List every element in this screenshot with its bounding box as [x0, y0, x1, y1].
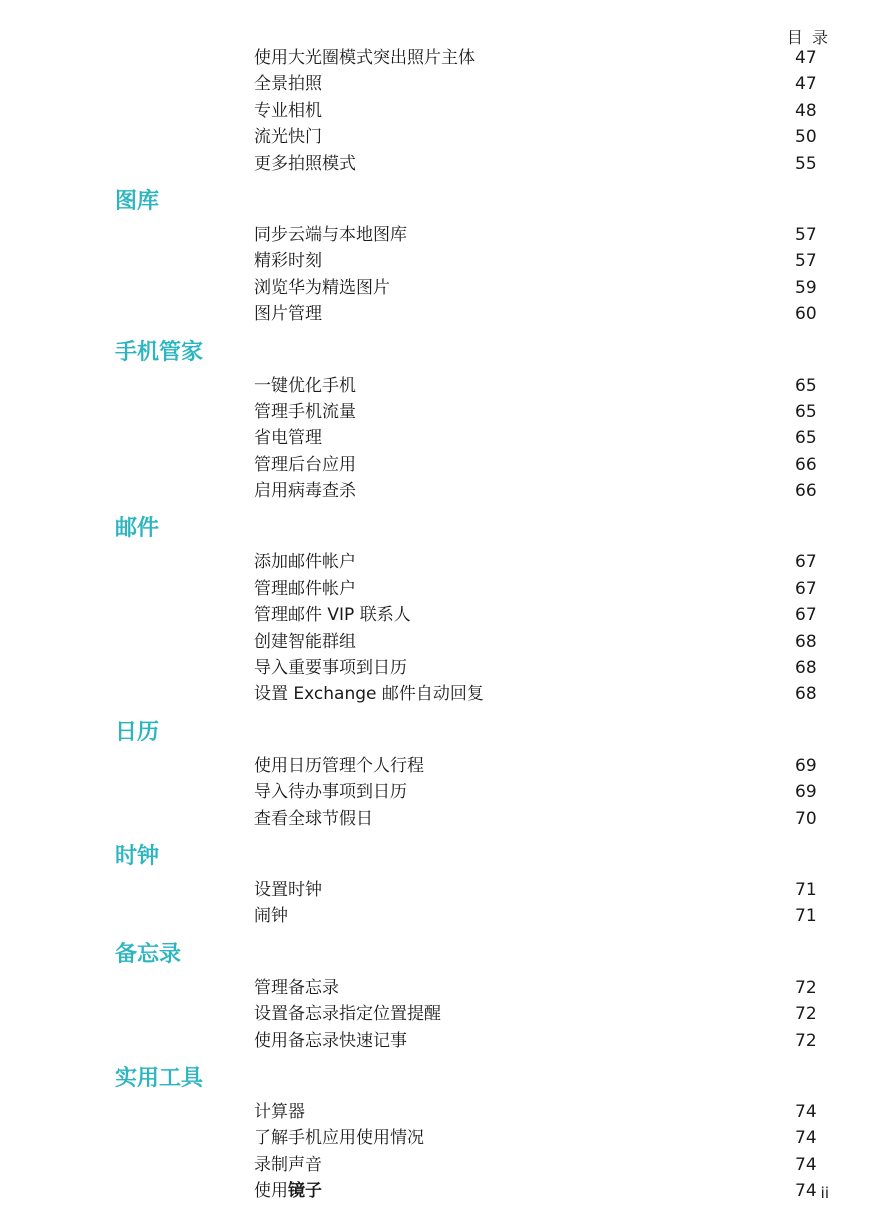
- toc-entry-page: 50: [795, 127, 817, 148]
- toc-entry[interactable]: [0, 1001, 869, 1027]
- toc-section: [0, 720, 869, 832]
- toc-section: [0, 942, 869, 1054]
- toc-entry[interactable]: [0, 222, 869, 248]
- toc-entry[interactable]: [0, 1099, 869, 1125]
- toc-section: [0, 1066, 869, 1205]
- toc-entry-title-text: 使用日历管理个人行程: [254, 755, 424, 776]
- toc-entry[interactable]: [0, 151, 869, 177]
- toc-entry[interactable]: [0, 373, 869, 399]
- toc-entry[interactable]: [0, 903, 869, 929]
- toc-entry-title-text: 添加邮件帐户: [254, 552, 356, 573]
- toc-entry-page: 70: [795, 808, 817, 829]
- toc-entry-title[interactable]: [254, 399, 356, 425]
- toc-entry[interactable]: [0, 576, 869, 602]
- toc-entry[interactable]: [0, 1152, 869, 1178]
- toc-entry-page: 68: [795, 631, 817, 652]
- toc-entry[interactable]: [0, 478, 869, 504]
- toc-entry[interactable]: [0, 753, 869, 779]
- toc-section: [0, 189, 869, 328]
- toc-entry-title-text: 图片管理: [254, 304, 322, 325]
- toc-entry[interactable]: [0, 301, 869, 327]
- toc-header-label: 目 录: [786, 28, 830, 47]
- toc-entry[interactable]: [0, 71, 869, 97]
- toc-entry-title[interactable]: [254, 1099, 305, 1125]
- toc-entry-title-text: 浏览华为精选图片: [254, 277, 390, 298]
- toc-entry-title[interactable]: [254, 275, 390, 301]
- toc-entry-title-text: 管理手机流量: [254, 401, 356, 422]
- section-title[interactable]: 图库: [115, 188, 160, 214]
- toc-entry[interactable]: [0, 124, 869, 150]
- toc-entry-title[interactable]: [254, 425, 322, 451]
- toc-entry-title-text: 流光快门: [254, 127, 322, 148]
- toc-entry-page: 68: [795, 684, 817, 705]
- toc-entry-page: 47: [795, 74, 817, 95]
- toc-entry-title[interactable]: [254, 248, 322, 274]
- toc-entry-title-text: 设置备忘录指定位置提醒: [254, 1004, 441, 1025]
- toc-entry-title[interactable]: [254, 806, 373, 832]
- toc-entry-title[interactable]: [254, 301, 322, 327]
- toc-entry[interactable]: [0, 98, 869, 124]
- toc-entry-title[interactable]: [254, 478, 356, 504]
- section-title[interactable]: 实用工具: [115, 1065, 204, 1091]
- toc-entry-page: 66: [795, 454, 817, 475]
- toc-entry-title-text: 管理邮件帐户: [254, 578, 356, 599]
- toc-entry[interactable]: [0, 425, 869, 451]
- toc-entry-title[interactable]: [254, 124, 322, 150]
- toc-entry-page: 67: [795, 552, 817, 573]
- toc-entry-title-text: 设置时钟: [254, 879, 322, 900]
- toc-entry[interactable]: [0, 681, 869, 707]
- toc-entry-title[interactable]: [254, 98, 322, 124]
- toc-entry-title[interactable]: [254, 753, 424, 779]
- toc-entry[interactable]: [0, 655, 869, 681]
- toc-entry-title[interactable]: [254, 903, 288, 929]
- toc-entry-page: 72: [795, 1004, 817, 1025]
- toc-entry-title-text: 省电管理: [254, 428, 322, 449]
- toc-entry-title-text: 闹钟: [254, 906, 288, 927]
- toc-entry-title[interactable]: [254, 681, 484, 707]
- toc-entry-page: 65: [795, 375, 817, 396]
- toc-section: [0, 340, 869, 505]
- toc-entry-title-text: 精彩时刻: [254, 251, 322, 272]
- toc-entry[interactable]: [0, 452, 869, 478]
- toc-entry-title[interactable]: [254, 452, 356, 478]
- toc-entry-page: 60: [795, 304, 817, 325]
- section-title[interactable]: 日历: [115, 719, 160, 745]
- toc-entry[interactable]: [0, 1178, 869, 1204]
- toc-entry-page: 74: [795, 1154, 817, 1175]
- toc-entry-page: 74: [795, 1181, 817, 1202]
- toc-entry[interactable]: [0, 602, 869, 628]
- toc-entry-title[interactable]: [254, 576, 356, 602]
- toc-entry[interactable]: [0, 399, 869, 425]
- section-title[interactable]: 手机管家: [115, 339, 204, 365]
- toc-entry-title-text: 创建智能群组: [254, 631, 356, 652]
- toc-entry[interactable]: [0, 877, 869, 903]
- toc-entry-title[interactable]: [254, 222, 407, 248]
- toc-entry-title[interactable]: [254, 373, 356, 399]
- toc-entry-page: 71: [795, 879, 817, 900]
- toc-entry-page: 57: [795, 224, 817, 245]
- toc-entry-page: 72: [795, 1030, 817, 1051]
- toc-entry[interactable]: [0, 975, 869, 1001]
- toc-entry-title[interactable]: [254, 1178, 322, 1204]
- toc-entry-title-text: 使用备忘录快速记事: [254, 1030, 407, 1051]
- toc-entry-title-text: 导入重要事项到日历: [254, 658, 407, 679]
- toc-entry[interactable]: [0, 629, 869, 655]
- toc-entry-page: 67: [795, 605, 817, 626]
- toc-entry-title-text: 管理备忘录: [254, 977, 339, 998]
- toc-entry-title-text: 使用: [254, 1181, 288, 1202]
- toc-entry[interactable]: [0, 806, 869, 832]
- toc-entry-page: 67: [795, 578, 817, 599]
- toc-entry[interactable]: [0, 248, 869, 274]
- toc-entry-page: 65: [795, 428, 817, 449]
- section-title[interactable]: 时钟: [115, 843, 160, 869]
- toc-entry-title[interactable]: [254, 1001, 441, 1027]
- toc-entry-title[interactable]: [254, 1125, 424, 1151]
- toc-entry-title[interactable]: [254, 1152, 322, 1178]
- toc-entry-title[interactable]: [254, 71, 322, 97]
- toc-entry-page: 71: [795, 906, 817, 927]
- toc-entry[interactable]: [0, 45, 869, 71]
- toc-section: [0, 45, 869, 177]
- toc-entry-title-text: 管理邮件 VIP 联系人: [254, 605, 411, 626]
- toc-entry-title[interactable]: [254, 602, 411, 628]
- toc-entry-title-text: 管理后台应用: [254, 454, 356, 475]
- toc-entry[interactable]: [0, 1125, 869, 1151]
- toc-entry-title[interactable]: [254, 779, 407, 805]
- toc-entry-page: 74: [795, 1128, 817, 1149]
- toc-entry-title-text: 使用大光圈模式突出照片主体: [254, 48, 475, 68]
- toc-entry-title[interactable]: [254, 975, 339, 1001]
- toc-entry-page: 57: [795, 251, 817, 272]
- toc-entry-page: 47: [795, 48, 817, 68]
- toc-entry-page: 69: [795, 755, 817, 776]
- toc-entry-title-text: 全景拍照: [254, 74, 322, 95]
- toc-entry-title-text: 导入待办事项到日历: [254, 782, 407, 803]
- toc-entry-title-text: 计算器: [254, 1101, 305, 1122]
- toc-entry-title[interactable]: [254, 151, 356, 177]
- toc-entry-title[interactable]: [254, 45, 475, 71]
- toc-entry-title[interactable]: [254, 877, 322, 903]
- toc-entry-page: 59: [795, 277, 817, 298]
- toc-entry-page: 74: [795, 1101, 817, 1122]
- toc-entry-page: 72: [795, 977, 817, 998]
- toc-entry-page: 69: [795, 782, 817, 803]
- section-title[interactable]: 备忘录: [115, 941, 182, 967]
- toc-entry-page: 65: [795, 401, 817, 422]
- toc-section: [0, 844, 869, 930]
- toc-entry-page: 68: [795, 658, 817, 679]
- page-number: ii: [820, 1184, 829, 1202]
- toc-entry-page: 55: [795, 153, 817, 174]
- toc-entry[interactable]: [0, 275, 869, 301]
- toc-entry-title-text: 设置 Exchange 邮件自动回复: [254, 684, 484, 705]
- toc-entry-title[interactable]: [254, 1028, 407, 1054]
- toc-entry-title-bold: 镜子: [288, 1181, 322, 1202]
- toc-entry-title-text: 启用病毒查杀: [254, 481, 356, 502]
- toc-entry-title-text: 查看全球节假日: [254, 808, 373, 829]
- toc-section: [0, 516, 869, 707]
- toc-entry-title-text: 同步云端与本地图库: [254, 224, 407, 245]
- toc-entry-title[interactable]: [254, 629, 356, 655]
- toc-entry-page: 66: [795, 481, 817, 502]
- toc-entry[interactable]: [0, 1028, 869, 1054]
- toc-entry-title-text: 一键优化手机: [254, 375, 356, 396]
- toc-entry[interactable]: [0, 779, 869, 805]
- toc-entry-title[interactable]: [254, 655, 407, 681]
- toc-entry[interactable]: [0, 549, 869, 575]
- section-title[interactable]: 邮件: [115, 516, 160, 542]
- toc-entry-title-text: 了解手机应用使用情况: [254, 1128, 424, 1149]
- table-of-contents: [0, 45, 869, 1205]
- toc-entry-title[interactable]: [254, 549, 356, 575]
- toc-entry-title-text: 更多拍照模式: [254, 153, 356, 174]
- toc-entry-page: 48: [795, 100, 817, 121]
- toc-entry-title-text: 专业相机: [254, 100, 322, 121]
- toc-entry-title-text: 录制声音: [254, 1154, 322, 1175]
